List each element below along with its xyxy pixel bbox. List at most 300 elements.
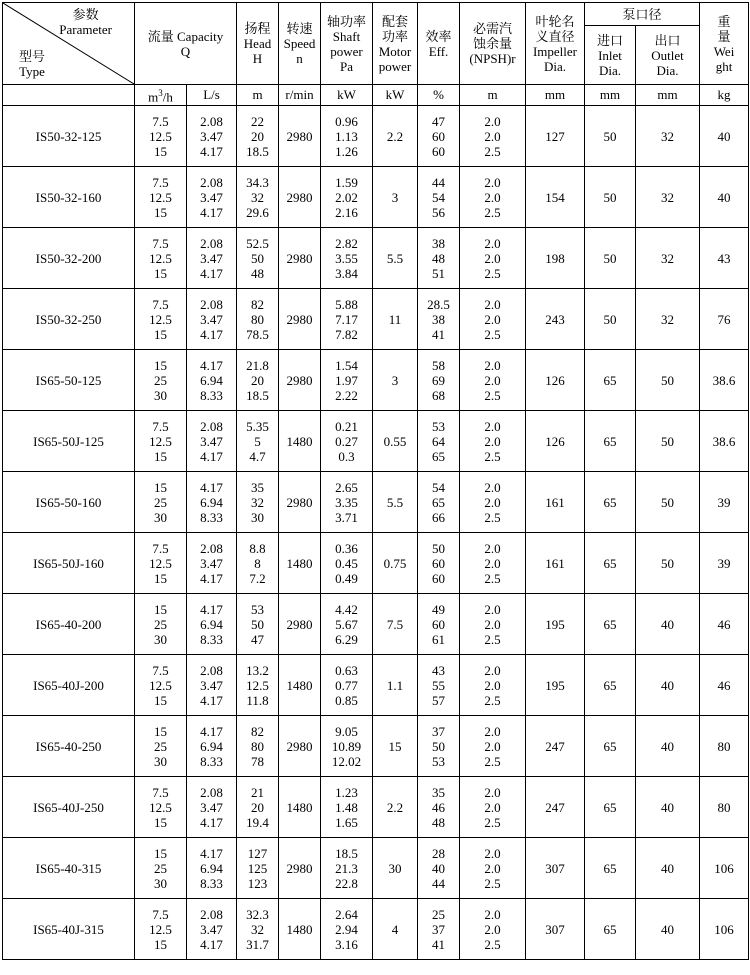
- value-line: 12.5: [149, 555, 172, 571]
- value-line: 4.17: [200, 357, 223, 373]
- efficiency-cell: [418, 106, 460, 167]
- motor-cn-2: 功率: [381, 28, 408, 44]
- flow-ls-cell: [187, 899, 237, 960]
- unit-weight: kg: [700, 85, 749, 106]
- value-line: 35: [251, 479, 264, 495]
- value-line: 68: [432, 387, 445, 403]
- shaft-cn: 轴功率: [326, 13, 366, 29]
- weight-cell: 46: [700, 594, 749, 655]
- weight-cn-2: 量: [717, 28, 731, 44]
- value-line: 2.0: [484, 906, 501, 922]
- value-line: 1.13: [335, 128, 358, 144]
- impeller-cell: 307: [526, 838, 585, 899]
- value-line: 66: [432, 509, 445, 525]
- impeller-cell: 127: [526, 106, 585, 167]
- value-line: 3.47: [200, 799, 223, 815]
- value-line: 7.5: [152, 662, 169, 678]
- flow-m3h-cell: [135, 533, 187, 594]
- shaft-symbol: Pa: [340, 58, 353, 74]
- flow-m3h-cell: [135, 777, 187, 838]
- value-line: 7.5: [152, 418, 169, 434]
- head-cell: [237, 106, 279, 167]
- outlet-en-1: Outlet: [651, 47, 684, 63]
- value-line: 2.0: [484, 860, 501, 876]
- value-line: 4.17: [200, 845, 223, 861]
- table-row: [3, 106, 749, 167]
- value-line: 15: [154, 204, 167, 220]
- inlet-cell: 65: [585, 533, 636, 594]
- type-cell: IS65-40-250: [3, 716, 135, 777]
- efficiency-cell: [418, 655, 460, 716]
- head-cell: [237, 533, 279, 594]
- value-line: 2.0: [484, 235, 501, 251]
- value-line: 5: [254, 433, 261, 449]
- value-line: 2.5: [484, 753, 501, 769]
- inlet-cell: 65: [585, 716, 636, 777]
- outlet-cell: 50: [636, 472, 700, 533]
- value-line: 60: [432, 143, 445, 159]
- value-line: 15: [154, 845, 167, 861]
- value-line: 2.0: [484, 189, 501, 205]
- table-row: [3, 594, 749, 655]
- outlet-cell: 40: [636, 655, 700, 716]
- outlet-cell: 32: [636, 228, 700, 289]
- value-line: 28: [432, 845, 445, 861]
- value-line: 4.17: [200, 265, 223, 281]
- value-line: 60: [432, 128, 445, 144]
- value-line: 2.5: [484, 204, 501, 220]
- value-line: 8.33: [200, 509, 223, 525]
- value-line: 3.47: [200, 189, 223, 205]
- speed-cell: 1480: [279, 655, 321, 716]
- value-line: 1.97: [335, 372, 358, 388]
- value-line: 43: [432, 662, 445, 678]
- value-line: 3.16: [335, 936, 358, 952]
- value-line: 20: [251, 372, 264, 388]
- value-line: 2.08: [200, 540, 223, 556]
- value-line: 2.0: [484, 723, 501, 739]
- inlet-header: [585, 26, 636, 85]
- npsh-cell: [460, 350, 526, 411]
- head-cn: 扬程: [244, 21, 271, 36]
- value-line: 5.35: [246, 418, 269, 434]
- type-cell: IS65-40J-315: [3, 899, 135, 960]
- capacity-header: [135, 3, 237, 85]
- npsh-cell: [460, 716, 526, 777]
- value-line: 15: [154, 723, 167, 739]
- type-cell: IS50-32-250: [3, 289, 135, 350]
- value-line: 12.5: [149, 799, 172, 815]
- outlet-cn: 出口: [654, 32, 681, 48]
- shaft-power-cell: [321, 899, 373, 960]
- value-line: 2.82: [335, 235, 358, 251]
- outlet-cell: 40: [636, 594, 700, 655]
- efficiency-cell: [418, 594, 460, 655]
- value-line: 30: [154, 387, 167, 403]
- value-line: 21.8: [246, 357, 269, 373]
- value-line: 2.08: [200, 906, 223, 922]
- motor-power-cell: 15: [373, 716, 418, 777]
- value-line: 2.5: [484, 692, 501, 708]
- weight-cell: 38.6: [700, 350, 749, 411]
- parameter-label: [59, 7, 112, 37]
- value-line: 25: [154, 494, 167, 510]
- inlet-cn: 进口: [596, 32, 623, 48]
- outlet-cell: 40: [636, 899, 700, 960]
- weight-cell: 43: [700, 228, 749, 289]
- value-line: 0.3: [338, 448, 355, 464]
- value-line: 25: [154, 860, 167, 876]
- value-line: 2.0: [484, 174, 501, 190]
- value-line: 56: [432, 204, 445, 220]
- outlet-cell: 32: [636, 106, 700, 167]
- value-line: 3.47: [200, 128, 223, 144]
- inlet-cell: 65: [585, 777, 636, 838]
- value-line: 50: [251, 616, 264, 632]
- npsh-cell: [460, 167, 526, 228]
- value-line: 0.21: [335, 418, 358, 434]
- inlet-cell: 65: [585, 411, 636, 472]
- type-cn: 型号: [19, 49, 46, 64]
- motor-power-cell: 5.5: [373, 228, 418, 289]
- value-line: 40: [432, 860, 445, 876]
- speed-cell: 2980: [279, 350, 321, 411]
- motor-power-cell: 0.55: [373, 411, 418, 472]
- shaft-power-cell: [321, 411, 373, 472]
- value-line: 8.33: [200, 387, 223, 403]
- speed-cn: 转速: [286, 21, 313, 36]
- value-line: 8.33: [200, 875, 223, 891]
- impeller-cell: 307: [526, 899, 585, 960]
- outlet-cell: 50: [636, 411, 700, 472]
- value-line: 15: [154, 357, 167, 373]
- impeller-cell: 126: [526, 350, 585, 411]
- value-line: 2.0: [484, 555, 501, 571]
- table-row: [3, 472, 749, 533]
- inlet-cell: 65: [585, 472, 636, 533]
- motor-cn-1: 配套: [381, 13, 408, 29]
- value-line: 123: [247, 875, 268, 891]
- value-line: 57: [432, 692, 445, 708]
- value-line: 2.0: [484, 311, 501, 327]
- head-cell: [237, 899, 279, 960]
- value-line: 3.47: [200, 555, 223, 571]
- weight-header: [700, 3, 749, 85]
- speed-cell: 2980: [279, 472, 321, 533]
- value-line: 3.84: [335, 265, 358, 281]
- unit-shaft: kW: [321, 85, 373, 106]
- value-line: 55: [432, 677, 445, 693]
- impeller-cell: 243: [526, 289, 585, 350]
- value-line: 38: [432, 311, 445, 327]
- shaft-power-cell: [321, 716, 373, 777]
- value-line: 22: [251, 113, 264, 129]
- value-line: 53: [432, 753, 445, 769]
- motor-power-cell: 1.1: [373, 655, 418, 716]
- value-line: 2.0: [484, 128, 501, 144]
- value-line: 3.47: [200, 433, 223, 449]
- motor-power-cell: 7.5: [373, 594, 418, 655]
- efficiency-cell: [418, 350, 460, 411]
- value-line: 2.0: [484, 357, 501, 373]
- capacity-symbol: Q: [180, 43, 191, 59]
- type-cell: IS65-50J-125: [3, 411, 135, 472]
- inlet-cell: 65: [585, 655, 636, 716]
- flow-ls-cell: [187, 350, 237, 411]
- value-line: 2.0: [484, 540, 501, 556]
- unit-npsh: m: [460, 85, 526, 106]
- value-line: 2.0: [484, 662, 501, 678]
- value-line: 53: [432, 418, 445, 434]
- inlet-cell: 50: [585, 289, 636, 350]
- value-line: 2.5: [484, 570, 501, 586]
- flow-m3h-cell: [135, 472, 187, 533]
- value-line: 4.17: [200, 448, 223, 464]
- speed-cell: 2980: [279, 167, 321, 228]
- value-line: 18.5: [246, 387, 269, 403]
- flow-m3h-cell: [135, 289, 187, 350]
- head-cell: [237, 411, 279, 472]
- efficiency-cell: [418, 411, 460, 472]
- value-line: 2.5: [484, 387, 501, 403]
- type-cell: IS50-32-200: [3, 228, 135, 289]
- value-line: 4.17: [200, 204, 223, 220]
- speed-cell: 2980: [279, 106, 321, 167]
- table-row: [3, 228, 749, 289]
- head-cell: [237, 838, 279, 899]
- value-line: 4.17: [200, 814, 223, 830]
- value-line: 1.54: [335, 357, 358, 373]
- value-line: 20: [251, 799, 264, 815]
- value-line: 25: [432, 906, 445, 922]
- value-line: 80: [251, 738, 264, 754]
- value-line: 2.02: [335, 189, 358, 205]
- value-line: 2.08: [200, 784, 223, 800]
- value-line: 2.0: [484, 479, 501, 495]
- speed-cell: 1480: [279, 411, 321, 472]
- motor-power-cell: 2.2: [373, 106, 418, 167]
- weight-cell: 46: [700, 655, 749, 716]
- value-line: 125: [247, 860, 268, 876]
- value-line: 4.17: [200, 326, 223, 342]
- value-line: 50: [432, 540, 445, 556]
- type-cell: IS65-50-160: [3, 472, 135, 533]
- type-en: Type: [19, 64, 45, 79]
- value-line: 4.17: [200, 601, 223, 617]
- value-line: 12.5: [149, 128, 172, 144]
- value-line: 0.77: [335, 677, 358, 693]
- flow-ls-cell: [187, 472, 237, 533]
- efficiency-cell: [418, 838, 460, 899]
- flow-ls-cell: [187, 106, 237, 167]
- flow-ls-cell: [187, 533, 237, 594]
- type-cell: IS65-40J-200: [3, 655, 135, 716]
- value-line: 35: [432, 784, 445, 800]
- table-row: [3, 350, 749, 411]
- value-line: 47: [432, 113, 445, 129]
- value-line: 2.5: [484, 326, 501, 342]
- head-cell: [237, 716, 279, 777]
- efficiency-header: [418, 3, 460, 85]
- value-line: 48: [432, 814, 445, 830]
- value-line: 2.08: [200, 113, 223, 129]
- value-line: 15: [154, 936, 167, 952]
- value-line: 2.0: [484, 296, 501, 312]
- value-line: 2.08: [200, 296, 223, 312]
- value-line: 19.4: [246, 814, 269, 830]
- npsh-cell: [460, 411, 526, 472]
- flow-ls-cell: [187, 716, 237, 777]
- value-line: 38: [432, 235, 445, 251]
- value-line: 15: [154, 265, 167, 281]
- head-cell: [237, 228, 279, 289]
- value-line: 15: [154, 143, 167, 159]
- type-label: [19, 49, 45, 79]
- weight-en-1: Wei: [713, 43, 735, 59]
- outlet-cell: 32: [636, 289, 700, 350]
- flow-m3h-cell: [135, 716, 187, 777]
- unit-m3h: $m^3/h$: [135, 85, 187, 106]
- npsh-cell: [460, 289, 526, 350]
- shaft-en-2: power: [330, 43, 363, 59]
- flow-ls-cell: [187, 411, 237, 472]
- value-line: 2.08: [200, 418, 223, 434]
- impeller-header: [526, 3, 585, 85]
- value-line: 20: [251, 128, 264, 144]
- value-line: 3.35: [335, 494, 358, 510]
- speed-cell: 1480: [279, 777, 321, 838]
- value-line: 54: [432, 479, 445, 495]
- value-line: 48: [432, 250, 445, 266]
- inlet-en-1: Inlet: [598, 47, 622, 63]
- table-row: [3, 289, 749, 350]
- value-line: 2.08: [200, 662, 223, 678]
- value-line: 82: [251, 296, 264, 312]
- value-line: 2.08: [200, 174, 223, 190]
- value-line: 0.27: [335, 433, 358, 449]
- value-line: 8.33: [200, 631, 223, 647]
- value-line: 34.3: [246, 174, 269, 190]
- value-line: 44: [432, 174, 445, 190]
- value-line: 12.5: [149, 433, 172, 449]
- value-line: 29.6: [246, 204, 269, 220]
- value-line: 2.0: [484, 433, 501, 449]
- speed-cell: 2980: [279, 594, 321, 655]
- value-line: 78: [251, 753, 264, 769]
- unit-ls: L/s: [187, 85, 237, 106]
- flow-ls-cell: [187, 777, 237, 838]
- value-line: 2.22: [335, 387, 358, 403]
- value-line: 0.45: [335, 555, 358, 571]
- outlet-en-2: Dia.: [656, 62, 679, 78]
- motor-power-cell: 2.2: [373, 777, 418, 838]
- npsh-cn-1: 必需汽: [472, 21, 512, 36]
- value-line: 15: [154, 448, 167, 464]
- value-line: 32: [251, 494, 264, 510]
- efficiency-cell: [418, 716, 460, 777]
- value-line: 50: [251, 250, 264, 266]
- value-line: 28.5: [427, 296, 450, 312]
- impeller-en-2: Dia.: [543, 58, 567, 74]
- value-line: 37: [432, 921, 445, 937]
- npsh-cell: [460, 655, 526, 716]
- weight-cell: 38.6: [700, 411, 749, 472]
- npsh-cell: [460, 838, 526, 899]
- table-row: [3, 716, 749, 777]
- value-line: 49: [432, 601, 445, 617]
- type-cell: IS50-32-125: [3, 106, 135, 167]
- value-line: 32: [251, 921, 264, 937]
- motor-en-2: power: [378, 58, 412, 74]
- value-line: 15: [154, 326, 167, 342]
- flow-m3h-cell: [135, 350, 187, 411]
- value-line: 47: [251, 631, 264, 647]
- value-line: 60: [432, 570, 445, 586]
- value-line: 32: [251, 189, 264, 205]
- table-row: [3, 899, 749, 960]
- weight-cell: 106: [700, 899, 749, 960]
- value-line: 15: [154, 479, 167, 495]
- value-line: 8.33: [200, 753, 223, 769]
- weight-cell: 106: [700, 838, 749, 899]
- impeller-cell: 126: [526, 411, 585, 472]
- value-line: 0.96: [335, 113, 358, 129]
- shaft-power-cell: [321, 655, 373, 716]
- value-line: 6.94: [200, 616, 223, 632]
- value-line: 0.63: [335, 662, 358, 678]
- value-line: 2.5: [484, 631, 501, 647]
- efficiency-cell: [418, 167, 460, 228]
- value-line: 2.0: [484, 845, 501, 861]
- value-line: 60: [432, 616, 445, 632]
- parameter-type-header: [3, 3, 135, 85]
- npsh-cell: [460, 106, 526, 167]
- value-line: 46: [432, 799, 445, 815]
- motor-power-cell: 4: [373, 899, 418, 960]
- value-line: 25: [154, 738, 167, 754]
- outlet-cell: 40: [636, 838, 700, 899]
- outlet-cell: 32: [636, 167, 700, 228]
- value-line: 4.42: [335, 601, 358, 617]
- value-line: 82: [251, 723, 264, 739]
- outlet-cell: 40: [636, 777, 700, 838]
- value-line: 18.5: [246, 143, 269, 159]
- value-line: 1.23: [335, 784, 358, 800]
- value-line: 7.5: [152, 235, 169, 251]
- inlet-cell: 65: [585, 594, 636, 655]
- outlet-cell: 50: [636, 350, 700, 411]
- npsh-cell: [460, 533, 526, 594]
- head-en: Head: [243, 36, 272, 51]
- value-line: 30: [154, 631, 167, 647]
- value-line: 60: [432, 555, 445, 571]
- head-cell: [237, 472, 279, 533]
- unit-head: m: [237, 85, 279, 106]
- value-line: 51: [432, 265, 445, 281]
- flow-m3h-cell: [135, 228, 187, 289]
- value-line: 7.82: [335, 326, 358, 342]
- value-line: 2.5: [484, 143, 501, 159]
- npsh-cell: [460, 472, 526, 533]
- flow-ls-cell: [187, 289, 237, 350]
- outlet-cell: 40: [636, 716, 700, 777]
- value-line: 12.02: [331, 753, 362, 769]
- inlet-cell: 50: [585, 106, 636, 167]
- shaft-power-cell: [321, 594, 373, 655]
- value-line: 12.5: [149, 921, 172, 937]
- value-line: 12.5: [246, 677, 269, 693]
- value-line: 69: [432, 372, 445, 388]
